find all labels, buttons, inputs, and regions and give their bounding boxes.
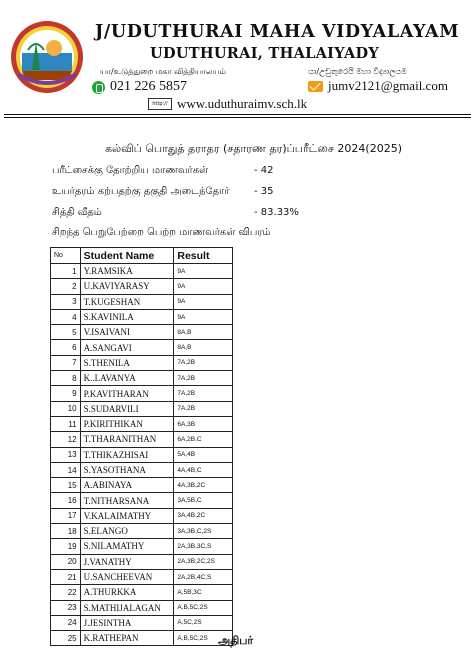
table-row bbox=[51, 340, 233, 355]
table-body bbox=[51, 264, 233, 646]
cell-result: 9A bbox=[174, 264, 233, 279]
cell-result: A,B,5C,2S bbox=[174, 631, 233, 646]
cell-no: 3 bbox=[51, 294, 81, 309]
cell-student-name: S.MATHIJALAGAN bbox=[80, 600, 174, 615]
cell-no: 21 bbox=[51, 569, 81, 584]
cell-result: 2A,3B,3C,S bbox=[174, 539, 233, 554]
cell-student-name: A.THURKKA bbox=[80, 585, 174, 600]
cell-student-name: T.THIKAZHISAI bbox=[80, 447, 174, 462]
cell-student-name: S.SUDARVILI bbox=[80, 401, 174, 416]
table-row bbox=[51, 554, 233, 569]
cell-no: 23 bbox=[51, 600, 81, 615]
column-header-result: Result bbox=[174, 248, 233, 264]
cell-result: 9A bbox=[174, 279, 233, 294]
cell-result: 2A,3B,2C,2S bbox=[174, 554, 233, 569]
cell-student-name: S.NILAMATHY bbox=[80, 539, 174, 554]
table-row bbox=[51, 539, 233, 554]
cell-result: A,B,5C,2S bbox=[174, 600, 233, 615]
cell-no: 13 bbox=[51, 447, 81, 462]
cell-no: 16 bbox=[51, 493, 81, 508]
email-contact[interactable] bbox=[308, 78, 448, 94]
school-logo bbox=[10, 20, 84, 94]
cell-student-name: Y.RAMSIKA bbox=[80, 264, 174, 279]
cell-no: 7 bbox=[51, 355, 81, 370]
web-icon: http:// bbox=[148, 98, 172, 110]
cell-no: 9 bbox=[51, 386, 81, 401]
cell-student-name: U.KAVIYARASY bbox=[80, 279, 174, 294]
table-row bbox=[51, 600, 233, 615]
cell-no: 22 bbox=[51, 585, 81, 600]
table-row bbox=[51, 524, 233, 539]
results-table bbox=[50, 247, 233, 646]
cell-result: A,5C,2S bbox=[174, 615, 233, 630]
cell-student-name: P.KAVITHARAN bbox=[80, 386, 174, 401]
cell-result: 6A,3B bbox=[174, 416, 233, 431]
cell-student-name: K..LAVANYA bbox=[80, 371, 174, 386]
cell-result: 4A,3B,2C bbox=[174, 478, 233, 493]
exam-title: கல்விப் பொதுத் தராதர (சதாரண தர)ப்பரீட்சை 2024(2025) bbox=[105, 142, 402, 155]
cell-student-name: A.ABINAYA bbox=[80, 478, 174, 493]
cell-student-name: S.THENILA bbox=[80, 355, 174, 370]
column-header-no: No bbox=[51, 248, 81, 264]
cell-result: 3A,3B,C,2S bbox=[174, 524, 233, 539]
cell-result: 9A bbox=[174, 309, 233, 324]
cell-student-name: T.NITHARSANA bbox=[80, 493, 174, 508]
column-header-name: Student Name bbox=[80, 248, 174, 264]
cell-result: 3A,4B,2C bbox=[174, 508, 233, 523]
stat-label-qualified: உயர்தரம் கற்பதற்கு தகுதி அடைந்தோர் bbox=[52, 186, 230, 197]
table-header-row bbox=[51, 248, 233, 264]
cell-result: 8A,B bbox=[174, 340, 233, 355]
cell-student-name: T.KUGESHAN bbox=[80, 294, 174, 309]
mail-icon bbox=[308, 81, 323, 92]
cell-student-name: V.ISAIVANI bbox=[80, 325, 174, 340]
table-row bbox=[51, 355, 233, 370]
cell-no: 24 bbox=[51, 615, 81, 630]
cell-no: 6 bbox=[51, 340, 81, 355]
school-name: J/UDUTHURAI MAHA VIDYALAYAM bbox=[95, 22, 460, 42]
cell-student-name: J.JESINTHA bbox=[80, 615, 174, 630]
table-row bbox=[51, 508, 233, 523]
cell-no: 20 bbox=[51, 554, 81, 569]
letterhead bbox=[0, 0, 475, 114]
cell-result: 4A,4B,C bbox=[174, 462, 233, 477]
cell-student-name: U.SANCHEEVAN bbox=[80, 569, 174, 584]
cell-result: 7A,2B bbox=[174, 371, 233, 386]
table-row bbox=[51, 432, 233, 447]
cell-no: 4 bbox=[51, 309, 81, 324]
table-row bbox=[51, 569, 233, 584]
cell-result: 7A,2B bbox=[174, 355, 233, 370]
cell-student-name: S.KAVINILA bbox=[80, 309, 174, 324]
table-row bbox=[51, 462, 233, 477]
table-heading: சிறந்த பெறுபேற்றை பெற்ற மாணவர்கள் விபரம் bbox=[52, 227, 271, 238]
cell-result: 9A bbox=[174, 294, 233, 309]
cell-no: 18 bbox=[51, 524, 81, 539]
table-row bbox=[51, 631, 233, 646]
header-divider bbox=[4, 114, 471, 115]
table-row bbox=[51, 294, 233, 309]
stat-label-pass-rate: சித்தி வீதம் bbox=[52, 207, 102, 218]
cell-student-name: A.SANGAVI bbox=[80, 340, 174, 355]
cell-no: 5 bbox=[51, 325, 81, 340]
cell-result: 2A,2B,4C,S bbox=[174, 569, 233, 584]
cell-student-name: J.VANATHY bbox=[80, 554, 174, 569]
cell-no: 25 bbox=[51, 631, 81, 646]
table-row bbox=[51, 386, 233, 401]
header-divider-2 bbox=[4, 117, 471, 118]
table-row bbox=[51, 401, 233, 416]
website-contact[interactable] bbox=[148, 96, 307, 112]
cell-result: 7A,2B bbox=[174, 401, 233, 416]
table-row bbox=[51, 416, 233, 431]
table-row bbox=[51, 585, 233, 600]
cell-result: 3A,5B,C bbox=[174, 493, 233, 508]
table-row bbox=[51, 615, 233, 630]
table-row bbox=[51, 478, 233, 493]
cell-no: 17 bbox=[51, 508, 81, 523]
phone-contact bbox=[92, 79, 187, 95]
table-row bbox=[51, 279, 233, 294]
cell-result: 5A,4B bbox=[174, 447, 233, 462]
email-address[interactable]: jumv2121@gmail.com bbox=[328, 78, 448, 93]
cell-no: 1 bbox=[51, 264, 81, 279]
cell-no: 12 bbox=[51, 432, 81, 447]
cell-no: 14 bbox=[51, 462, 81, 477]
cell-student-name: S.YASOTHANA bbox=[80, 462, 174, 477]
cell-student-name: T.THARANITHAN bbox=[80, 432, 174, 447]
school-address: UDUTHURAI, THALAIYADY bbox=[150, 45, 380, 62]
stat-value-qualified: - 35 bbox=[254, 186, 274, 197]
cell-no: 11 bbox=[51, 416, 81, 431]
stat-value-sat: - 42 bbox=[254, 165, 274, 176]
school-name-tamil: யா/உடுத்துறை மகா வித்தியாலயம் bbox=[100, 67, 226, 76]
cell-no: 15 bbox=[51, 478, 81, 493]
table-row bbox=[51, 325, 233, 340]
cell-no: 8 bbox=[51, 371, 81, 386]
cell-result: 7A,2B bbox=[174, 386, 233, 401]
table-row bbox=[51, 264, 233, 279]
cell-student-name: V.KALAIMATHY bbox=[80, 508, 174, 523]
cell-result: A,5B,3C bbox=[174, 585, 233, 600]
cell-student-name: P.KIRITHIKAN bbox=[80, 416, 174, 431]
table-row bbox=[51, 447, 233, 462]
cell-no: 2 bbox=[51, 279, 81, 294]
stat-value-pass-rate: - 83.33% bbox=[254, 207, 299, 218]
cell-result: 6A,2B,C bbox=[174, 432, 233, 447]
cell-student-name: S.ELANGO bbox=[80, 524, 174, 539]
school-name-sinhala: යා/උඩුතුරෙයි මහා විද්‍යාලයම bbox=[308, 67, 407, 76]
phone-icon bbox=[92, 81, 105, 94]
table-row bbox=[51, 493, 233, 508]
principal-signature-label: அதிபர் bbox=[218, 634, 254, 647]
website-url[interactable]: www.uduthuraimv.sch.lk bbox=[177, 96, 308, 111]
cell-result: 8A,B bbox=[174, 325, 233, 340]
stat-label-sat: பரீட்சைக்கு தோற்றிய மாணவர்கள் bbox=[52, 165, 209, 176]
phone-number: 021 226 5857 bbox=[110, 79, 187, 94]
cell-student-name: K.RATHEPAN bbox=[80, 631, 174, 646]
cell-no: 10 bbox=[51, 401, 81, 416]
table-row bbox=[51, 371, 233, 386]
table-row bbox=[51, 309, 233, 324]
cell-no: 19 bbox=[51, 539, 81, 554]
